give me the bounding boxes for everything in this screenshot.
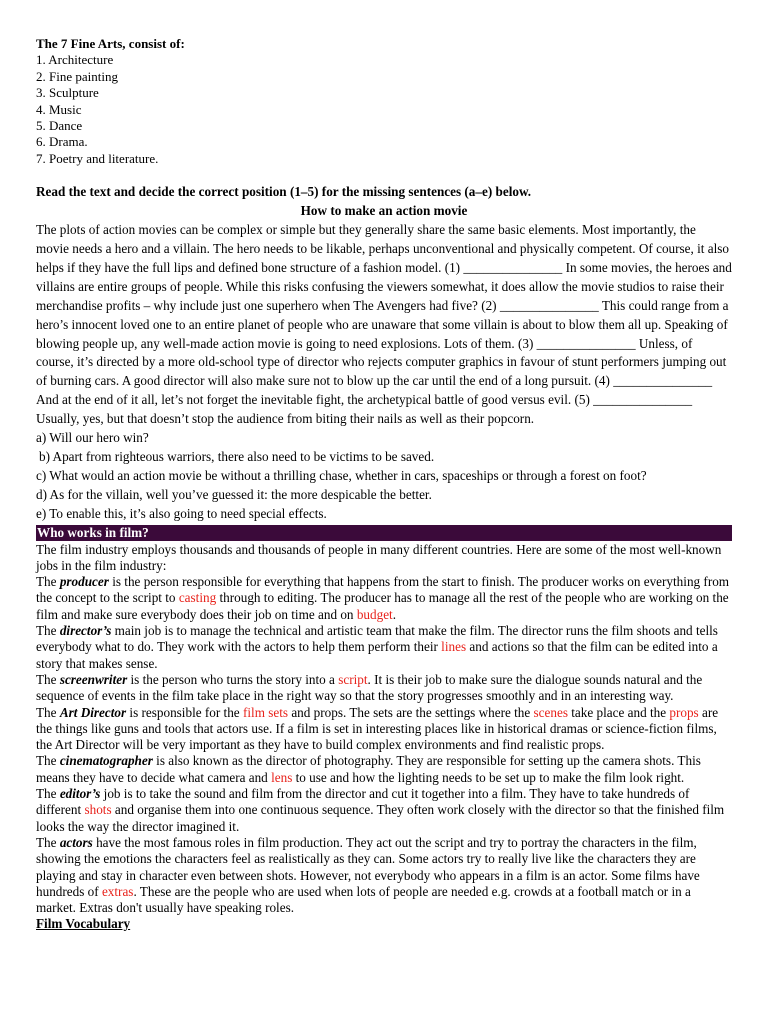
text-run: and actions so that the film can be edited into a story that makes sense.: [36, 639, 718, 671]
text-run: take place and the: [567, 704, 670, 720]
text-run: . It is their job to make sure the dialogue sounds natural and the sequence of events in the film take place in the right way so that the story progresses smoothly and in an interesting way.: [36, 671, 703, 704]
film-jobs-section: [36, 542, 732, 933]
task-option-d: d) As for the villain, well you’ve guessed it: the more despicable the better.: [36, 486, 432, 502]
role-term: editor’s: [59, 786, 101, 802]
task-option-a: a) Will our hero win?: [36, 430, 149, 446]
document-page: [36, 36, 732, 933]
producer-paragraph: [36, 574, 732, 623]
task-option-b: b) Apart from righteous warriors, there also need to be victims to be saved.: [39, 448, 435, 464]
task-body: The plots of action movies can be complex or simple but they generally share the same basic elements. Most importantly, the movie needs a hero and a villain. The hero needs to be likable, perhaps unconventional and physically competent. Of course, it also helps if they have the full lips and defined bone structure of a fashion model. (1) _______________ In some movies, the heroes and villains are entire groups of people. While this risks confusing the viewers somewhat, it does allow the movie studios to raise their merchandise profits – why include just one superhero when The Avengers had five? (2) _______________ This could range from a hero’s innocent loved one to an entire planet of people who are unaware that some villain is about to blow them all up. Speaking of blowing people up, any well-made action movie is going to need explosions. Lots of them. (3) _______________ Unless, of course, it’s directed by a more old-school type of director who rejects computer graphics in favour of stunt performers jumping out of burning cars. A good director will also make sure not to blow up the car until the end of a long pursuit. (4) _______________ And at the end of it all, let’s not forget the inevitable fight, the archetypical battle of good versus evil. (5) _______________ Usually, yes, but that doesn’t stop the audience from biting their nails as well as their popcorn.: [36, 222, 732, 427]
role-term: cinematographer: [59, 753, 153, 769]
role-term: producer: [59, 574, 109, 590]
text-run: The: [36, 671, 60, 687]
text-run: The: [36, 574, 60, 590]
text-run: is responsible for the: [126, 704, 243, 720]
text-run: to use and how the lighting needs to be set up to make the film look right.: [292, 769, 685, 785]
director-paragraph: [36, 623, 732, 672]
section-band-who-works-in-film: Who works in film?: [36, 525, 732, 541]
text-run: and props. The sets are the settings where the: [288, 704, 534, 720]
fine-arts-item: 7. Poetry and literature.: [36, 150, 159, 166]
cinematographer-paragraph: [36, 753, 732, 786]
film-vocabulary-heading: Film Vocabulary: [36, 916, 131, 932]
text-run: through to editing. The producer has to manage all the rest of the people who are working on the film and make sure everybody does their job on time and on: [36, 590, 729, 622]
text-run: The: [36, 786, 60, 802]
vocab-term: lines: [441, 639, 467, 655]
art-director-paragraph: [36, 705, 732, 754]
text-run: is the person responsible for everything that happens from the start to finish. The producer works on everything from the concept to the script to: [36, 574, 730, 606]
vocab-term: scenes: [533, 704, 568, 720]
fine-arts-heading: The 7 Fine Arts, consist of:: [36, 36, 185, 51]
vocab-term: shots: [84, 802, 112, 818]
text-run: are the things like guns and tools that actors use. If a film is set in interesting places like in historical dramas or science-fiction films, the Art Director will be very important as they have to build complex environments and find realistic props.: [36, 704, 719, 753]
text-run: The: [36, 623, 60, 639]
screenwriter-paragraph: [36, 672, 732, 705]
fine-arts-section: [36, 36, 732, 167]
editor-paragraph: [36, 786, 732, 835]
vocab-term: lens: [271, 769, 293, 785]
text-run: .: [392, 606, 397, 622]
vocab-term: props: [669, 704, 699, 720]
text-run: is the person who turns the story into a: [127, 671, 339, 687]
text-run: . These are the people who are used when lots of people are needed e.g. crowds at a football match or in a market. Extras don't usually have speaking roles.: [36, 883, 691, 916]
task-option-e: e) To enable this, it’s also going to need special effects.: [36, 505, 327, 521]
text-run: main job is to manage the technical and artistic team that make the film. The director runs the film shoots and tells everybody what to do. They work with the actors to help them perform their: [36, 623, 718, 655]
task-title: How to make an action movie: [300, 203, 468, 219]
fine-arts-item: 4. Music: [36, 101, 82, 117]
vocab-term: casting: [178, 590, 217, 606]
reading-task-section: [36, 183, 732, 523]
vocab-term: budget: [356, 606, 393, 622]
role-term: screenwriter: [59, 671, 128, 687]
vocab-term: extras: [101, 883, 134, 899]
text-run: and organise them into one continuous sequence. They often work closely with the director so that the finished film looks the way the director imagined it.: [36, 802, 725, 834]
fine-arts-item: 1. Architecture: [36, 52, 114, 68]
film-intro: The film industry employs thousands and thousands of people in many different countries. Here are some of the most well-known jobs in the film industry:: [36, 541, 722, 573]
actors-paragraph: [36, 835, 732, 916]
text-run: have the most famous roles in film production. They act out the script and try to portray the characters in the film, showing the emotions the characters feel as realistically as they can. Some actors try to really live like the characters they are playing and stay in character even between shots. However, not everybody who appears in a film is an actor. Some films have hundreds of: [36, 834, 700, 899]
text-run: is also known as the director of photography. They are responsible for setting up the camera shots. This means they have to decide what camera and: [36, 753, 701, 785]
fine-arts-item: 6. Drama.: [36, 134, 88, 150]
fine-arts-item: 2. Fine painting: [36, 68, 118, 84]
fine-arts-item: 3. Sculpture: [36, 85, 99, 101]
vocab-term: script: [338, 671, 368, 687]
fine-arts-item: 5. Dance: [36, 118, 83, 134]
task-instruction: Read the text and decide the correct position (1–5) for the missing sentences (a–e) below.: [36, 184, 532, 200]
spacer: [36, 167, 732, 183]
role-term: Art Director: [59, 704, 127, 720]
text-run: The: [36, 834, 60, 850]
text-run: job is to take the sound and film from the director and cut it together into a film. They have to take hundreds of different: [36, 786, 690, 818]
text-run: The: [36, 704, 60, 720]
text-run: The: [36, 753, 60, 769]
role-term: director’s: [59, 623, 112, 639]
task-option-c: c) What would an action movie be without a thrilling chase, whether in cars, spaceships or through a forest on foot?: [36, 467, 647, 483]
role-term: actors: [59, 834, 93, 850]
vocab-term: film sets: [242, 704, 289, 720]
